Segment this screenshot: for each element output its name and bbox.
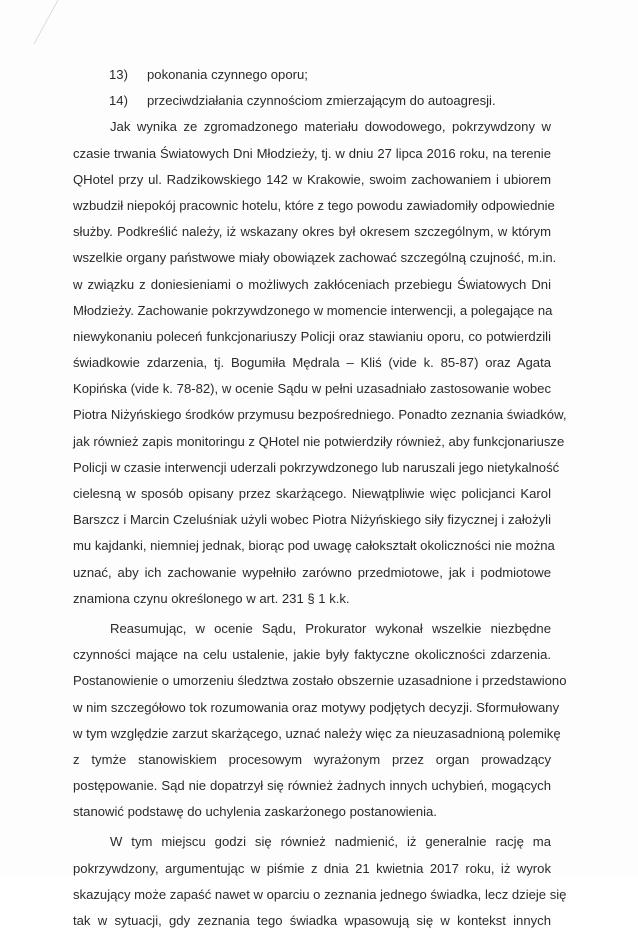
text-line: Jak wynika ze zgromadzonego materiału dowodowego, pokrzywdzony w	[110, 119, 551, 135]
paragraph-argument	[73, 829, 567, 934]
page-corner-crease	[0, 0, 80, 60]
text-line: z tymże stanowiskiem procesowym wyrażonym przez organ prowadzący	[73, 751, 551, 767]
text-line: W tym miejscu godzi się również nadmienić, iż generalnie rację ma	[110, 834, 551, 850]
text-line: tak w sytuacji, gdy zeznania tego świadka wpasowują się w kontekst innych	[73, 913, 551, 928]
text-line: w tym względzie zarzut skarżącego, uznać należy więc za nieuzasadnioną polemikę	[73, 725, 561, 741]
paragraph-evidence	[73, 114, 567, 612]
text-line: w związku z doniesieniami o możliwych zakłóceniach przebiegu Światowych Dni	[73, 276, 551, 292]
text-line: Policji w czasie interwencji uderzali pokrzywdzonego lub naruszali jego nietykalność	[73, 459, 560, 475]
text-line: świadkowie zdarzenia, tj. Bogumiła Mędrala – Kliś (vide k. 85-87) oraz Agata	[73, 355, 551, 371]
text-line: uznać, aby ich zachowanie wypełniło zarówno przedmiotowe, jak i podmiotowe	[73, 564, 551, 580]
text-line: Młodzieży. Zachowanie pokrzywdzonego w momencie interwencji, a polegające na	[73, 302, 553, 318]
list-item	[73, 88, 551, 114]
list-item-number: 14)	[109, 93, 128, 109]
text-line: cielesną w sposób opisany przez skarżącego. Niewątpliwie więc policjanci Karol	[73, 486, 551, 501]
text-line: czasie trwania Światowych Dni Młodzieży, tj. w dniu 27 lipca 2016 roku, na terenie	[73, 145, 551, 161]
text-line: stanowić podstawę do uchylenia zaskarżonego postanowienia.	[73, 804, 437, 820]
text-line: wszelkie organy państwowe miały obowiązek zachować szczególną czujność, m.in.	[73, 250, 557, 266]
text-line: Reasumując, w ocenie Sądu, Prokurator wykonał wszelkie niezbędne	[110, 620, 551, 636]
list-item-text: przeciwdziałania czynnościom zmierzającym do autoagresji.	[147, 93, 496, 109]
text-line: Postanowienie o umorzeniu śledztwa zostało obszernie uzasadnione i przedstawiono	[73, 673, 567, 689]
paragraph-summary	[73, 616, 567, 826]
text-line: służby. Podkreślić należy, iż wskazany okres był okresem szczególnym, w którym	[73, 224, 551, 240]
text-line: niewykonaniu poleceń funkcjonariuszy Policji oraz stawianiu oporu, co potwierdzili	[73, 328, 551, 344]
text-line: jak również zapis monitoringu z QHotel nie potwierdziły również, aby funkcjonariusze	[73, 433, 565, 449]
list-item	[73, 62, 551, 88]
text-line: wzbudził niepokój pracownic hotelu, które z tego powodu zawiadomiły odpowiednie	[73, 197, 555, 213]
text-line: mu kajdanki, niemniej jednak, biorąc pod uwagę całokształt okoliczności nie można	[73, 538, 555, 554]
text-line: Kopińska (vide k. 78-82), w ocenie Sądu w pełni uzasadniało zastosowanie wobec	[73, 381, 551, 397]
document-body	[73, 62, 567, 934]
text-line: pokrzywdzony, argumentując w piśmie z dnia 21 kwietnia 2017 roku, iż wyrok	[73, 860, 551, 876]
text-line: skazujący może zapaść nawet w oparciu o zeznania jednego świadka, lecz dzieje się	[73, 886, 567, 902]
list-item-text: pokonania czynnego oporu;	[147, 67, 308, 82]
text-line: QHotel przy ul. Radzikowskiego 142 w Krakowie, swoim zachowaniem i ubiorem	[73, 171, 551, 187]
text-line: w nim szczegółowo tok rozumowania oraz motywy podjętych decyzji. Sformułowany	[73, 699, 560, 715]
text-line: Piotra Niżyńskiego środków przymusu bezpośredniego. Ponadto zeznania świadków,	[73, 407, 567, 423]
text-line: postępowanie. Sąd nie dopatrzył się również żadnych innych uchybień, mogących	[73, 778, 551, 794]
text-line: Barszcz i Marcin Czeluśniak użyli wobec Piotra Niżyńskiego siły fizycznej i założyli	[73, 512, 551, 528]
text-line: znamiona czynu określonego w art. 231 § 1 k.k.	[73, 590, 350, 606]
text-line: czynności mające na celu ustalenie, jakie były faktyczne okoliczności zdarzenia.	[73, 647, 551, 663]
list-item-number: 13)	[109, 67, 128, 82]
